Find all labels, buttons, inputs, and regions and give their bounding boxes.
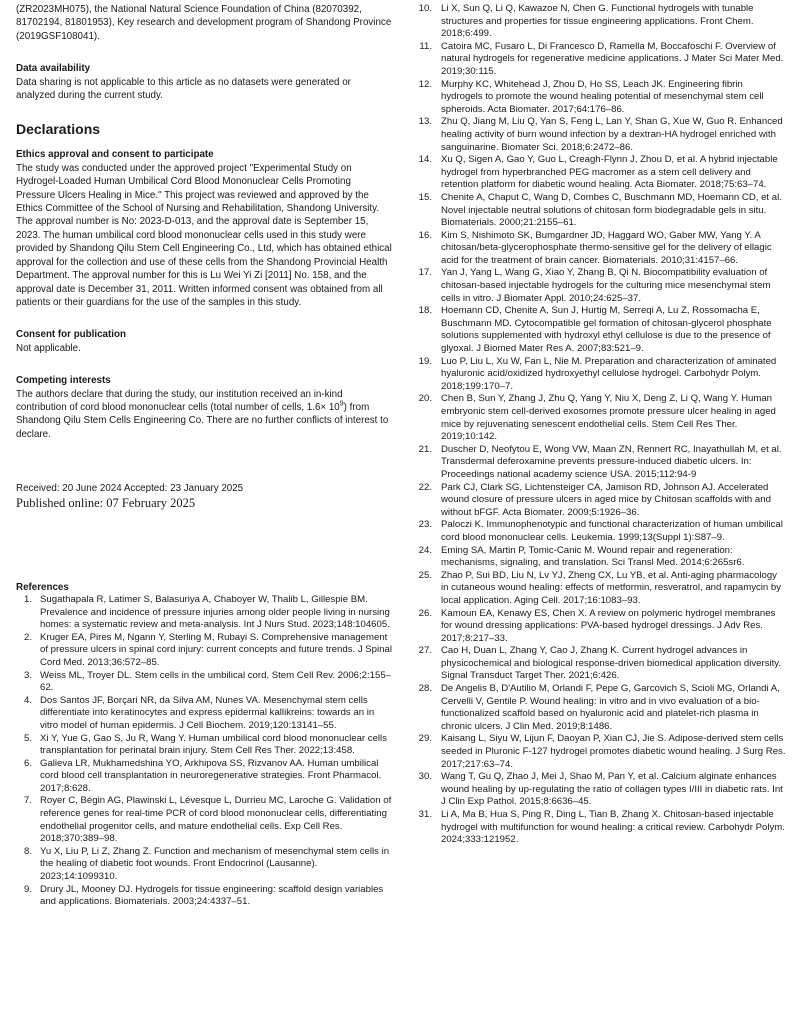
data-availability-text: Data sharing is not applicable to this article as no datasets were generated or analyzed during the current study. [16,76,351,102]
references-list-left [16,594,392,909]
reference-number: 7. [23,795,32,807]
reference-text: Yu X, Liu P, Li Z, Zhang Z. Function and mechanism of mesenchymal stem cells in the healing of diabetic foot wounds. Front Endocrinol (Lausanne). 2023;14:1099310. [40,845,390,883]
consent-heading: Consent for publication [16,329,126,341]
reference-item [414,809,786,847]
reference-item [16,670,392,695]
reference-number: 10. [418,3,432,14]
reference-item [414,733,786,771]
reference-text: Kaisang L, Siyu W, Lijun F, Daoyan P, Xian CJ, Jie S. Adipose-derived stem cells seeded in Pluronic F-127 hydrogel promotes diabetic wound healing. J Surg Res. 2017;217:63–74. [441,733,786,770]
reference-number: 21. [418,443,432,455]
ethics-heading: Ethics approval and consent to participate [16,149,214,161]
competing-interests-heading: Competing interests [16,375,111,387]
reference-number: 28. [418,683,432,695]
reference-number: 6. [23,757,32,769]
reference-number: 5. [23,732,32,744]
reference-text: Kruger EA, Pires M, Ngann Y, Sterling M, Rubayi S. Comprehensive management of pressure ulcers in spinal cord injury: current concepts and future trends. J Spinal Cord Med. 2013;36:572–85. [40,631,392,668]
reference-number: 16. [418,229,432,241]
reference-number: 2. [23,631,32,643]
reference-number: 9. [23,883,32,895]
reference-item [16,758,392,796]
reference-text: Xu Q, Sigen A, Gao Y, Guo L, Creagh-Flynn J, Zhou D, et al. A hybrid injectable hydrogel from hyperbranched PEG macromer as a stem cell delivery and retention platform for diabetic wound healing. Acta Biomater. 2018;75:63–74. [441,154,778,191]
reference-item [414,608,786,646]
reference-text: Xi Y, Yue G, Gao S, Ju R, Wang Y. Human umbilical cord blood mononuclear cells transplantation for perinatal brain injury. Stem Cell Res Ther. 2022;13:458. [40,732,387,757]
reference-text: Royer C, Bégin AG, Plawinski L, Lévesque L, Durrieu MC, Laroche G. Validation of reference genes for real-time PCR of cord blood mononuclear cells, differentiating endothelial progenitor cells, and mature endothelial cells. Exp Cell Res. 2018;370:389–98. [40,795,392,845]
reference-item [414,192,786,230]
reference-item [16,594,392,632]
references-list-right [414,3,786,847]
reference-item [16,884,392,909]
reference-text: Dos Santos JF, Borçari NR, da Silva AM, Nunes VA. Mesenchymal stem cells differentiate into keratinocytes and express epidermal kallikreins: towards an in vitro model of human epidermis. J Cell Biochem. 2019;120:13141–55. [40,694,375,731]
reference-text: Sugathapala R, Latimer S, Balasuriya A, Chaboyer W, Thalib L, Gillespie BM. Prevalence and incidence of pressure injuries among older people living in nursing homes: a systematic review and meta-analysis. Int J Nurs Stud. 2023;148:104605. [40,593,390,631]
reference-number: 25. [418,569,432,581]
reference-number: 24. [418,544,432,556]
reference-text: Kamoun EA, Kenawy ES, Chen X. A review on polymeric hydrogel membranes for wound dressing applications: PVA-based hydrogel dressings. J Adv Res. 2017;8:217–33. [441,607,776,644]
reference-number: 19. [418,355,432,367]
reference-text: Li A, Ma B, Hua S, Ping R, Ding L, Tian B, Zhang X. Chitosan-based injectable hydrogel with multifunction for wound healing: a critical review. Carbohydr Polym. 2024;333:121952. [441,809,785,846]
reference-text: Murphy KC, Whitehead J, Zhou D, Ho SS, Leach JK. Engineering fibrin hydrogels to promote the wound healing potential of mesenchymal stem cell spheroids. Acta Biomater. 2017;64:176–86. [441,78,764,115]
reference-item [414,267,786,305]
reference-item [414,116,786,154]
reference-text: Weiss ML, Troyer DL. Stem cells in the umbilical cord. Stem Cell Rev. 2006;2:155–62. [40,669,392,694]
reference-item [414,356,786,394]
reference-text: Zhu Q, Jiang M, Liu Q, Yan S, Feng L, Lan Y, Shan G, Xue W, Guo R. Enhanced healing activity of burn wound infection by a dextran-HA hydrogel enriched with sanguinarine. Biomater Sci. 2018;6:2472–86. [441,116,783,153]
reference-number: 29. [418,733,432,745]
reference-number: 8. [23,845,32,857]
reference-text: Eming SA, Martin P, Tomic-Canic M. Wound repair and regeneration: mechanisms, signaling, and translation. Sci Transl Med. 2014;6:265sr6. [441,544,745,569]
reference-text: Cao H, Duan L, Zhang Y, Cao J, Zhang K. Current hydrogel advances in physicochemical and biological response-driven biomedical application diversity. Signal Transduct Target Ther. 2021;6:426. [441,645,782,682]
published-date: Published online: 07 February 2025 [16,495,196,510]
reference-number: 13. [418,116,432,128]
reference-number: 14. [418,154,432,166]
reference-item [16,695,392,733]
reference-text: Kim S, Nishimoto SK, Bumgardner JD, Haggard WO, Gaber MW, Yang Y. A chitosan/beta-glycerophosphate thermo-sensitive gel for the delivery of ellagic acid for the treatment of brain cancer. Biomaterials. 2010;31:4157–66. [441,229,772,266]
reference-item [414,771,786,809]
reference-number: 26. [418,607,432,619]
reference-text: Paloczi K. Immunophenotypic and functional characterization of human umbilical cord blood mononuclear cells. Leukemia. 1999;13(Suppl 1):S87–9. [441,519,783,543]
reference-item [414,41,786,79]
reference-text: Galieva LR, Mukhamedshina YO, Arkhipova SS, Rizvanov AA. Human umbilical cord blood cell transplantation in neuroregenerative strategies. Front Pharmacol. 2017;8:628. [40,757,382,794]
right-column [414,3,786,847]
reference-text: Hoemann CD, Chenite A, Sun J, Hurtig M, Serreqi A, Lu Z, Rossomacha E, Buschmann MD. Cytocompatible gel formation of chitosan-glycerol phosphate solutions supplemented with hydroxyl ethyl cellulose is due to the presence of glyoxal. J Biomed Mater Res A. 2007;83:521–9. [441,305,772,355]
reference-text: Zhao P, Sui BD, Liu N, Lv YJ, Zheng CX, Lu YB, et al. Anti-aging pharmacology in cutaneous wound healing: effects of metformin, resveratrol, and rapamycin by local application. Aging Cell. 2017;16:1083–93. [441,569,782,606]
reference-item [414,519,786,544]
reference-text: Yan J, Yang L, Wang G, Xiao Y, Zhang B, Qi N. Biocompatibility evaluation of chitosan-based injectable hydrogels for the culturing mice mesenchymal stem cells in vitro. J Biomater Appl. 2010;24:625–37. [441,267,771,304]
reference-number: 1. [23,593,32,605]
reference-number: 20. [418,393,432,405]
data-availability-heading: Data availability [16,63,91,75]
reference-number: 23. [418,519,432,531]
reference-item [16,846,392,884]
reference-text: Luo P, Liu L, Xu W, Fan L, Nie M. Preparation and characterization of aminated hyaluronic acid/oxidized hydroxyethyl cellulose hydrogel. Carbohydr Polym. 2018;199:170–7. [441,355,777,392]
reference-text: Drury JL, Mooney DJ. Hydrogels for tissue engineering: scaffold design variables and applications. Biomaterials. 2003;24:4337–51. [40,883,384,908]
reference-number: 27. [418,645,432,657]
reference-number: 15. [418,191,432,203]
reference-text: Chen B, Sun Y, Zhang J, Zhu Q, Yang Y, Niu X, Deng Z, Li Q, Wang Y. Human embryonic stem cell-derived exosomes promote pressure ulcer healing in aged mice by rejuvenating senescent endothelial cells. Stem Cell Res Ther. 2019;10:142. [441,393,776,443]
reference-number: 18. [418,305,432,317]
reference-text: Duscher D, Neofytou E, Wong VW, Maan ZN, Rennert RC, Inayathullah M, et al. Transdermal deferoxamine prevents pressure-induced diabetic ulcers. In: Proceedings national academy science USA. 2015;112:94-9 [441,443,782,480]
reference-item [16,632,392,670]
declarations-heading: Declarations [16,121,101,138]
received-accepted-dates: Received: 20 June 2024 Accepted: 23 January 2025 [16,483,244,495]
funding-text: (ZR2023MH075), the National Natural Science Foundation of China (82070392, 81702194, 81801953), Key research and development program of Shandong Province (2019GSF108041). [16,4,392,42]
consent-text: Not applicable. [16,342,81,354]
reference-item [414,482,786,520]
left-column [16,3,392,909]
reference-item [414,393,786,443]
ethics-text: The study was conducted under the approved project "Experimental Study on Hydrogel-Loaded Human Umbilical Cord Blood Mononuclear Cells Promoting Pressure Ulcers Healing in Mice." This project was reviewed and approved by the Ethics Committee of the School of Nursing and Rehabilitation, Shandong University. The approval number is No: 2023-D-013, and the approval date is September 15, 2023. The human umbilical cord blood mononuclear cells used in this study were provided by Shandong Qilu Stem Cell Engineering Co., Ltd, which has obtained ethical approval for the collection and use of these cells from the Shandong Provincial Health Department. The approval number for this is Lu Wei Yi Zi [2011] No. 158, and the approval date is December 31, 2011. Written informed consent was obtained from all patients or their guardians for the use of the samples in this study. [16,162,392,308]
reference-number: 11. [419,40,432,52]
references-heading: References [16,581,69,593]
reference-number: 3. [23,669,32,681]
reference-item [414,444,786,482]
reference-number: 12. [418,78,432,90]
reference-item [414,545,786,570]
reference-number: 17. [418,267,432,279]
reference-text: Chenite A, Chaput C, Wang D, Combes C, Buschmann MD, Hoemann CD, et al. Novel injectable neutral solutions of chitosan form biodegradable gels in situ. Biomaterials. 2000;21:2155–61. [441,191,782,229]
reference-text: Li X, Sun Q, Li Q, Kawazoe N, Chen G. Functional hydrogels with tunable structures and properties for tissue engineering applications. Front Chem. 2018;6:499. [441,3,754,40]
reference-number: 4. [23,694,32,706]
reference-item [414,570,786,608]
competing-interests-text: The authors declare that during the study, our institution received an in-kind contribution of cord blood mononuclear cells (total number of cells, $1.6\times 10^9$) from Shandong Qilu Stem Cells Engineering Co. There are no further conflicts of interest to declare. [16,388,389,440]
reference-item [414,3,786,41]
reference-item [414,79,786,117]
reference-item [414,683,786,733]
reference-text: Park CJ, Clark SG, Lichtensteiger CA, Jamison RD, Johnson AJ. Accelerated wound closure of pressure ulcers in aged mice by Chitosan scaffolds with and without bFGF. Acta Biomater. 2009;5:1926–36. [441,481,771,518]
reference-item [414,154,786,192]
reference-item [414,230,786,268]
reference-number: 31. [418,809,432,820]
reference-text: Wang T, Gu Q, Zhao J, Mei J, Shao M, Pan Y, et al. Calcium alginate enhances wound healing by up-regulating the ratio of collagen types I/III in diabetic rats. Int J Clin Exp Pathol. 2015;8:6636–45. [441,771,783,808]
reference-text: Catoira MC, Fusaro L, Di Francesco D, Ramella M, Boccafoschi F. Overview of natural hydrogels for regenerative medicine applications. J Mater Sci Mater Med. 2019;30:115. [441,40,784,77]
reference-text: De Angelis B, D'Autilio M, Orlandi F, Pepe G, Garcovich S, Scioli MG, Orlandi A, Cervelli V, Gentile P. Wound healing: in vitro and in vivo evaluation of a bio-functionalized scaffold based on hyaluronic acid and platelet-rich plasma in chronic ulcers. J Clin Med. 2019;8:1486. [441,683,780,732]
reference-item [16,795,392,845]
reference-item [414,645,786,683]
reference-item [16,733,392,758]
reference-item [414,305,786,355]
reference-number: 22. [418,481,432,493]
reference-number: 30. [418,771,432,783]
